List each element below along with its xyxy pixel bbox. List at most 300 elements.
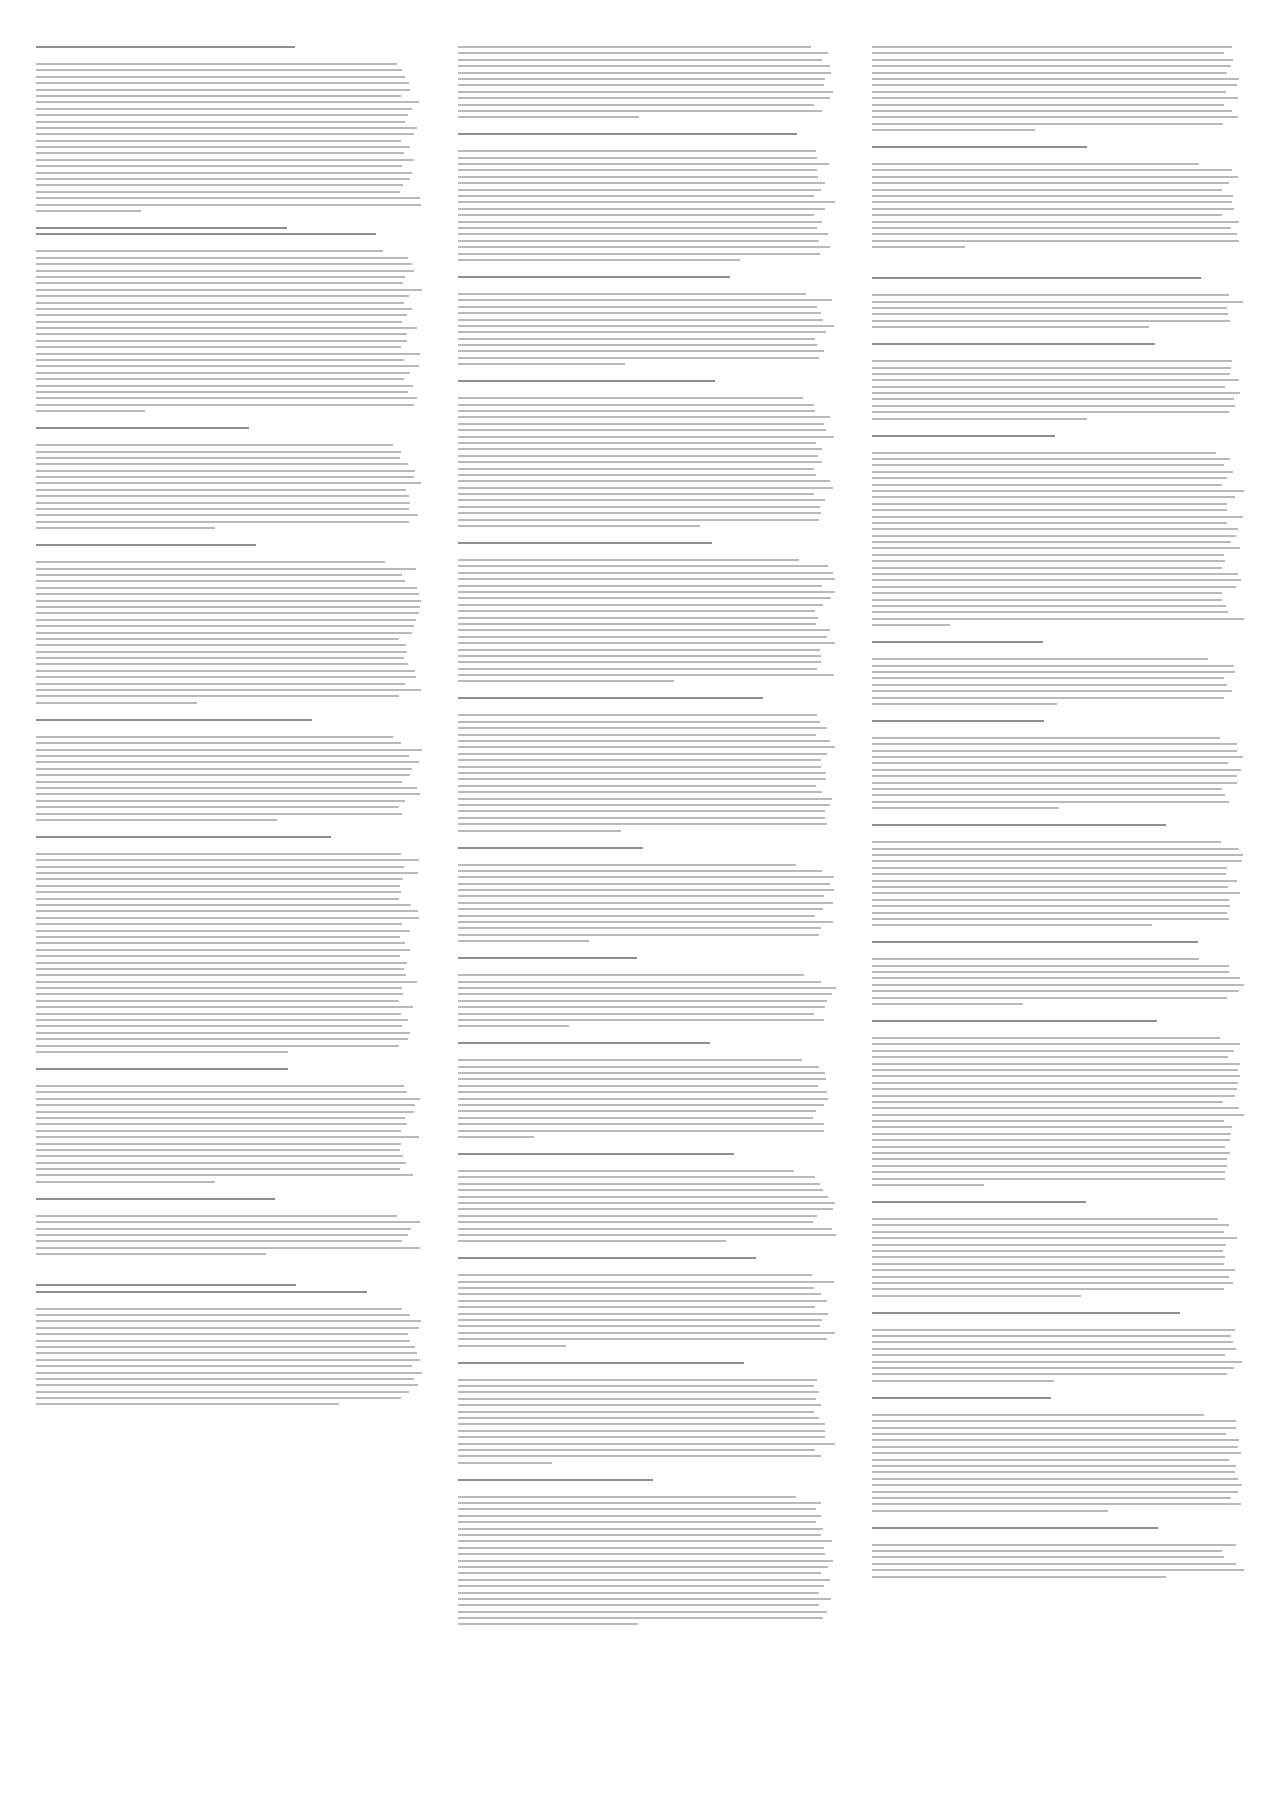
text-line [36, 1198, 275, 1200]
text-line [458, 97, 830, 99]
text-line [36, 333, 407, 335]
text-line [458, 253, 820, 255]
text-line [872, 924, 1152, 926]
text-line [36, 282, 403, 284]
text-line [872, 1503, 1241, 1505]
text-line [872, 301, 1243, 303]
text-line [36, 898, 399, 900]
text-line [36, 1104, 415, 1106]
text-line [458, 1423, 825, 1425]
text-line [36, 89, 410, 91]
text-line [872, 912, 1227, 914]
text-line [36, 1038, 408, 1040]
text-line [458, 512, 821, 514]
text-line [458, 1604, 819, 1606]
text-line [872, 208, 1234, 210]
text-line [36, 178, 410, 180]
text-line [36, 574, 402, 576]
text-line [872, 398, 1234, 400]
text-line [36, 632, 412, 634]
text-line [458, 623, 816, 625]
text-line [872, 1329, 1235, 1331]
text-line [36, 878, 403, 880]
text-line [872, 277, 1201, 279]
text-line [36, 184, 403, 186]
text-line [36, 930, 410, 932]
section-heading [872, 146, 1244, 148]
text-line [872, 1288, 1224, 1290]
text-line [36, 819, 277, 821]
text-line [458, 1098, 828, 1100]
text-line [458, 214, 814, 216]
text-line [36, 1253, 266, 1255]
text-line [36, 1013, 401, 1015]
text-line [36, 612, 419, 614]
text-line [36, 82, 409, 84]
text-line [872, 1178, 1225, 1180]
text-line [458, 927, 821, 929]
paragraph [872, 841, 1244, 926]
text-line [872, 379, 1239, 381]
text-line [872, 1133, 1231, 1135]
text-line [36, 981, 417, 983]
text-line [458, 436, 834, 438]
text-line [872, 1312, 1180, 1314]
text-line [458, 1553, 825, 1555]
column-right [872, 46, 1244, 1640]
text-line [872, 343, 1155, 345]
text-line [458, 1534, 821, 1536]
text-line [458, 902, 833, 904]
text-line [872, 1043, 1240, 1045]
text-line [458, 157, 817, 159]
paragraph [458, 974, 836, 1027]
text-line [458, 1521, 816, 1523]
text-line [458, 981, 821, 983]
text-line [36, 308, 412, 310]
text-line [36, 866, 404, 868]
text-line [36, 742, 401, 744]
text-line [872, 867, 1227, 869]
text-line [872, 1427, 1236, 1429]
text-line [872, 176, 1238, 178]
text-line [458, 1592, 819, 1594]
text-line [458, 642, 835, 644]
text-line [36, 1327, 419, 1329]
text-line [458, 84, 824, 86]
text-line [872, 984, 1244, 986]
text-line [458, 1436, 825, 1438]
text-line [872, 703, 1057, 705]
text-line [872, 1126, 1232, 1128]
text-line [458, 208, 825, 210]
text-line [36, 1340, 410, 1342]
text-line [872, 46, 1232, 48]
text-line [458, 1572, 821, 1574]
text-line [872, 528, 1238, 530]
text-line [458, 1293, 821, 1295]
text-line [458, 1313, 828, 1315]
text-line [872, 1459, 1229, 1461]
text-line [36, 1181, 215, 1183]
text-line [872, 997, 1227, 999]
text-line [872, 1282, 1233, 1284]
text-line [458, 823, 827, 825]
text-line [458, 1332, 835, 1334]
text-line [872, 458, 1230, 460]
section-heading [872, 720, 1244, 722]
text-line [458, 585, 822, 587]
text-line [872, 573, 1238, 575]
text-line [36, 1019, 408, 1021]
text-line [872, 214, 1222, 216]
text-line [872, 899, 1229, 901]
text-line [458, 429, 826, 431]
text-line [36, 942, 405, 944]
text-line [36, 1352, 417, 1354]
text-line [872, 84, 1237, 86]
text-line [36, 1117, 405, 1119]
text-line [872, 97, 1238, 99]
text-line [458, 1560, 833, 1562]
section-heading [458, 1153, 836, 1155]
text-line [872, 1171, 1225, 1173]
text-line [872, 1484, 1242, 1486]
text-line [458, 1379, 817, 1381]
text-line [458, 1234, 836, 1236]
text-line [872, 392, 1240, 394]
text-line [36, 385, 413, 387]
text-line [36, 1025, 402, 1027]
text-line [872, 690, 1232, 692]
text-line [872, 762, 1228, 764]
text-line [872, 592, 1222, 594]
text-line [872, 123, 1223, 125]
text-line [458, 1281, 834, 1283]
text-line [872, 605, 1226, 607]
column-left [36, 46, 422, 1640]
text-line [458, 753, 827, 755]
section-heading [36, 1284, 422, 1292]
text-line [36, 1130, 401, 1132]
text-line [458, 312, 821, 314]
text-line [872, 1269, 1235, 1271]
text-line [458, 940, 589, 942]
text-line [36, 568, 416, 570]
text-line [872, 516, 1243, 518]
paragraph [458, 1496, 836, 1626]
text-line [872, 1075, 1240, 1077]
text-line [458, 1042, 710, 1044]
section-heading [458, 542, 836, 544]
text-line [458, 714, 817, 716]
text-line [872, 1082, 1238, 1084]
section-heading [872, 824, 1244, 826]
text-line [872, 918, 1229, 920]
text-line [36, 917, 419, 919]
text-line [458, 740, 830, 742]
text-line [872, 1101, 1223, 1103]
text-line [458, 150, 816, 152]
paragraph [36, 853, 422, 1053]
section-heading [458, 1257, 836, 1259]
text-line [458, 1221, 813, 1223]
text-line [458, 1136, 534, 1138]
text-line [872, 782, 1237, 784]
text-line [872, 1263, 1224, 1265]
text-line [872, 435, 1055, 437]
text-line [872, 464, 1224, 466]
text-line [872, 326, 1149, 328]
text-line [872, 1341, 1233, 1343]
paragraph [872, 1414, 1244, 1512]
text-line [36, 787, 417, 789]
spacer [872, 263, 1244, 277]
text-line [458, 1479, 653, 1481]
text-line [872, 1433, 1226, 1435]
text-line [36, 489, 406, 491]
text-line [36, 793, 420, 795]
text-line [36, 444, 393, 446]
text-line [458, 810, 825, 812]
text-line [36, 1168, 400, 1170]
text-line [872, 1439, 1239, 1441]
paragraph [872, 658, 1244, 705]
text-line [36, 936, 400, 938]
text-line [458, 195, 814, 197]
text-line [458, 817, 825, 819]
text-line [36, 1333, 408, 1335]
text-line [36, 955, 400, 957]
text-line [872, 471, 1233, 473]
paragraph [872, 1329, 1244, 1382]
text-line [458, 1059, 802, 1061]
section-heading [36, 719, 422, 721]
text-line [36, 651, 407, 653]
text-line [458, 1391, 819, 1393]
text-line [458, 455, 818, 457]
text-line [458, 306, 817, 308]
text-line [458, 163, 829, 165]
text-line [458, 169, 817, 171]
text-line [872, 91, 1226, 93]
text-line [458, 1496, 796, 1498]
text-line [458, 559, 799, 561]
text-line [36, 1359, 420, 1361]
text-line [872, 59, 1233, 61]
text-line [872, 794, 1225, 796]
text-line [872, 373, 1230, 375]
text-line [36, 962, 407, 964]
paragraph [872, 46, 1244, 131]
text-line [36, 127, 417, 129]
text-line [458, 1598, 831, 1600]
text-line [36, 302, 404, 304]
text-line [458, 1430, 825, 1432]
text-line [458, 1170, 794, 1172]
text-line [872, 1139, 1230, 1141]
text-line [36, 314, 407, 316]
text-line [872, 756, 1243, 758]
text-line [872, 418, 1087, 420]
text-line [36, 761, 419, 763]
text-line [36, 1136, 419, 1138]
text-line [458, 221, 822, 223]
text-line [872, 658, 1208, 660]
text-line [36, 1391, 409, 1393]
text-line [872, 560, 1225, 562]
text-line [458, 1228, 832, 1230]
text-line [458, 468, 814, 470]
text-line [458, 542, 712, 544]
text-line [458, 591, 835, 593]
text-line [872, 1146, 1225, 1148]
text-line [36, 1143, 401, 1145]
paragraph [872, 294, 1244, 328]
text-line [872, 52, 1224, 54]
text-line [36, 133, 414, 135]
text-line [36, 836, 331, 838]
text-line [458, 1000, 827, 1002]
text-line [872, 1527, 1158, 1529]
text-line [458, 201, 835, 203]
text-line [458, 189, 821, 191]
text-line [872, 807, 1059, 809]
text-line [458, 597, 831, 599]
text-line [36, 1403, 339, 1405]
text-line [458, 1085, 818, 1087]
section-heading [36, 544, 422, 546]
text-line [458, 1449, 815, 1451]
text-line [36, 227, 287, 229]
text-line [872, 677, 1224, 679]
text-line [458, 1104, 824, 1106]
text-line [872, 405, 1235, 407]
text-line [458, 578, 835, 580]
text-line [36, 1234, 408, 1236]
text-line [872, 720, 1044, 722]
text-line [36, 270, 414, 272]
text-line [872, 1373, 1227, 1375]
section-heading [36, 1198, 422, 1200]
section-heading [458, 957, 836, 959]
text-line [872, 1063, 1240, 1065]
section-heading [458, 1042, 836, 1044]
text-line [872, 1218, 1218, 1220]
section-heading [872, 277, 1244, 279]
text-line [872, 1446, 1238, 1448]
text-line [36, 606, 420, 608]
text-line [872, 801, 1229, 803]
text-line [872, 360, 1232, 362]
text-line [458, 91, 833, 93]
text-line [458, 636, 827, 638]
text-line [36, 289, 422, 291]
paragraph [458, 1274, 836, 1346]
text-line [36, 1365, 412, 1367]
text-line [36, 321, 402, 323]
text-line [872, 1224, 1229, 1226]
text-line [872, 169, 1232, 171]
text-line [458, 480, 830, 482]
text-line [36, 638, 399, 640]
text-line [36, 1098, 420, 1100]
text-line [36, 1346, 415, 1348]
text-line [872, 541, 1231, 543]
text-line [458, 1025, 569, 1027]
text-line [872, 1020, 1157, 1022]
text-line [458, 957, 637, 959]
text-line [458, 338, 815, 340]
text-line [36, 197, 420, 199]
text-line [458, 1623, 638, 1625]
paragraph [458, 1059, 836, 1138]
text-line [458, 565, 828, 567]
text-line [872, 905, 1230, 907]
text-line [458, 176, 818, 178]
text-line [458, 404, 814, 406]
text-line [458, 830, 621, 832]
text-line [872, 611, 1228, 613]
text-line [458, 1508, 816, 1510]
text-line [458, 746, 835, 748]
text-line [36, 891, 401, 893]
text-line [872, 509, 1227, 511]
text-line [36, 101, 419, 103]
text-line [36, 1068, 288, 1070]
text-line [872, 65, 1231, 67]
text-line [872, 824, 1166, 826]
text-line [872, 750, 1237, 752]
text-line [872, 1158, 1227, 1160]
text-line [36, 755, 409, 757]
section-heading [872, 1201, 1244, 1203]
text-line [36, 657, 404, 659]
text-line [36, 1284, 296, 1286]
text-line [36, 968, 404, 970]
text-line [458, 416, 830, 418]
paragraph [36, 444, 422, 529]
text-line [458, 847, 643, 849]
text-line [458, 78, 825, 80]
text-line [872, 1003, 1023, 1005]
text-line [36, 527, 215, 529]
text-line [36, 1215, 397, 1217]
text-line [36, 1051, 288, 1053]
text-line [458, 1325, 820, 1327]
text-line [872, 116, 1238, 118]
text-line [36, 600, 421, 602]
text-line [36, 1247, 420, 1249]
text-line [458, 461, 822, 463]
text-line [458, 697, 763, 699]
text-line [36, 1091, 407, 1093]
text-line [872, 1544, 1236, 1546]
text-line [458, 915, 815, 917]
text-line [872, 775, 1237, 777]
paragraph [36, 250, 422, 412]
text-line [458, 110, 822, 112]
text-line [872, 618, 1244, 620]
paragraph [458, 293, 836, 365]
text-line [872, 484, 1222, 486]
text-line [458, 1362, 744, 1364]
section-heading [36, 1068, 422, 1070]
text-line [872, 1088, 1237, 1090]
text-line [458, 1306, 815, 1308]
text-line [458, 1385, 814, 1387]
paragraph [872, 452, 1244, 627]
